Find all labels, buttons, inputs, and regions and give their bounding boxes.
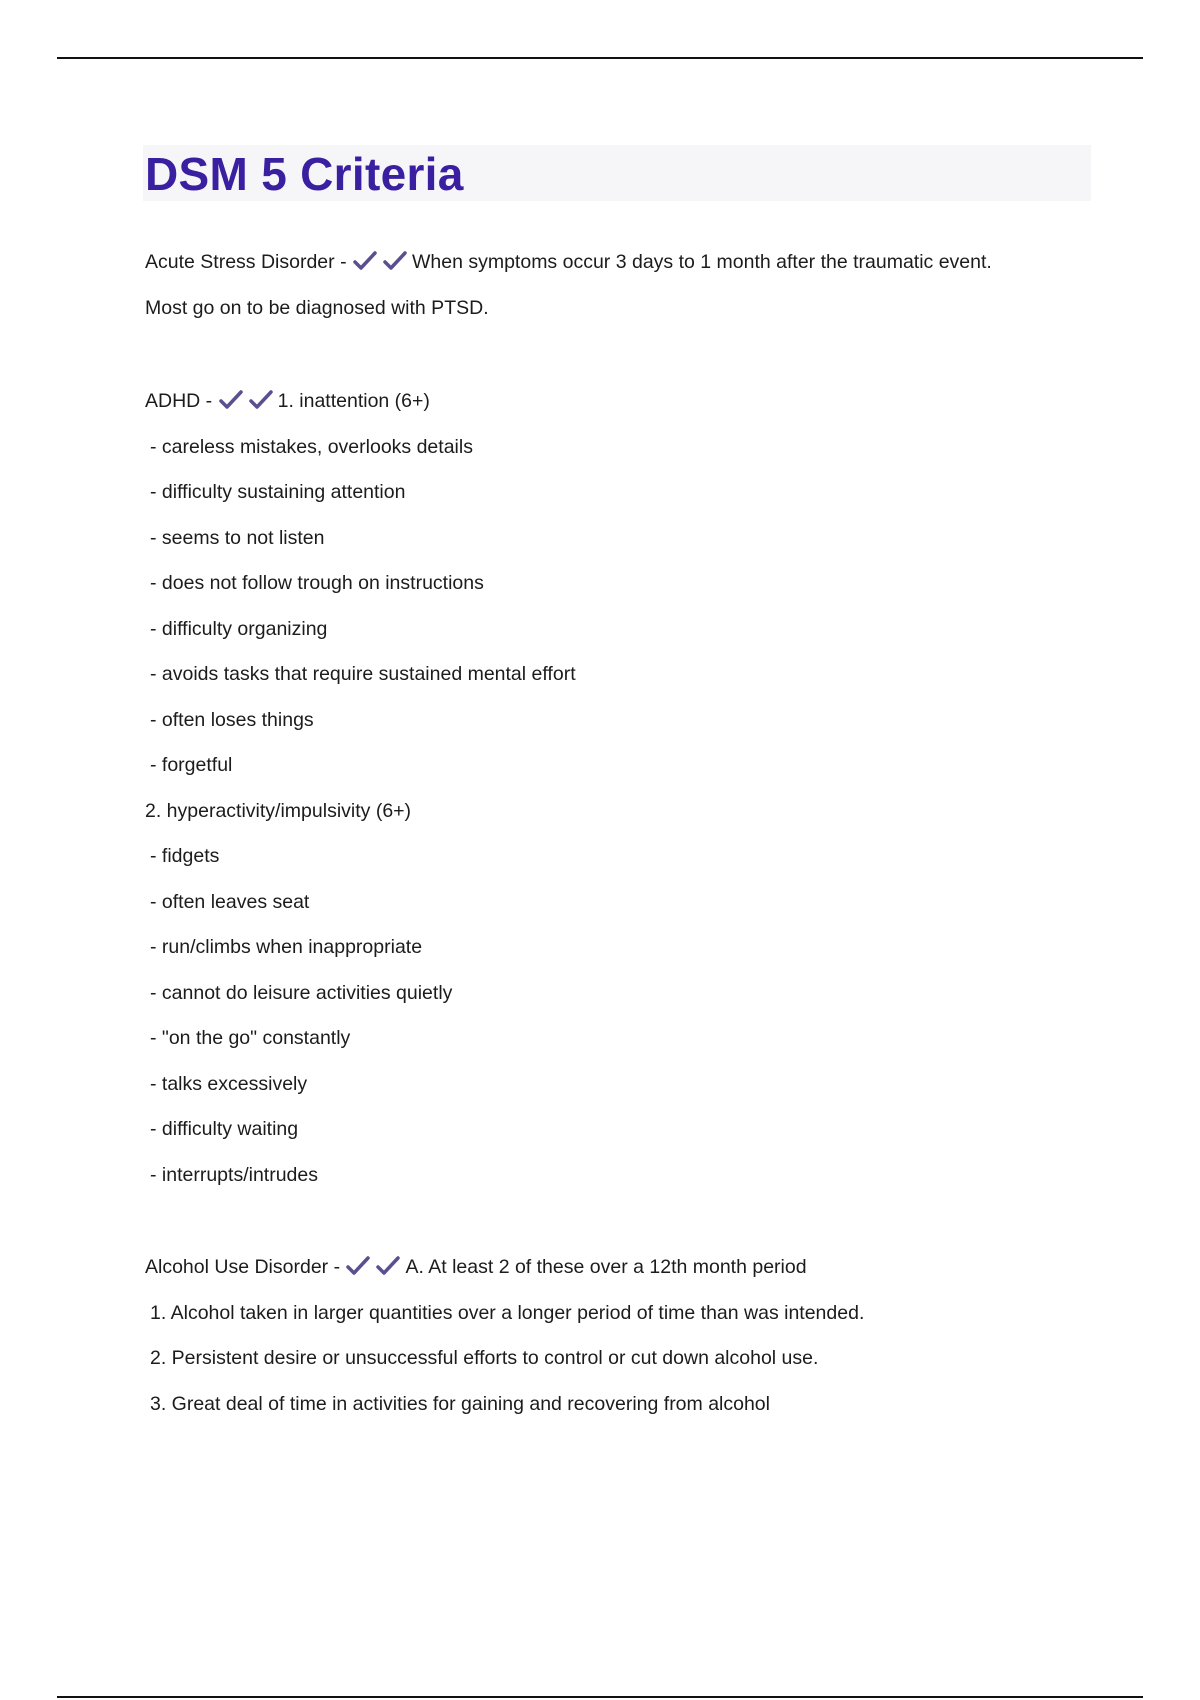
list-item: 2. hyperactivity/impulsivity (6+) <box>145 800 412 822</box>
entry-term: ADHD - <box>145 390 218 412</box>
list-item: - forgetful <box>150 754 233 776</box>
entry-term: Alcohol Use Disorder - <box>145 1256 346 1278</box>
list-item: - seems to not listen <box>150 527 325 549</box>
list-item: - interrupts/intrudes <box>150 1164 318 1186</box>
checkmark-icon <box>375 1255 401 1277</box>
list-item: - difficulty sustaining attention <box>150 481 406 503</box>
page-bottom-rule <box>57 1696 1143 1698</box>
list-item: - difficulty waiting <box>150 1118 299 1140</box>
entry-term: Acute Stress Disorder - <box>145 251 352 273</box>
list-item: - avoids tasks that require sustained mental effort <box>150 663 576 685</box>
list-item: - run/climbs when inappropriate <box>150 936 423 958</box>
page-top-rule <box>57 57 1143 59</box>
list-item: - often loses things <box>150 709 314 731</box>
checkmark-icon <box>382 250 408 272</box>
list-item: 3. Great deal of time in activities for gaining and recovering from alcohol <box>150 1393 770 1415</box>
list-item: - fidgets <box>150 845 220 867</box>
list-item: - often leaves seat <box>150 891 310 913</box>
entry-acute-stress <box>145 247 992 277</box>
checkmark-icon <box>345 1255 371 1277</box>
page-title: DSM 5 Criteria <box>145 148 464 200</box>
list-item: - "on the go" constantly <box>150 1027 351 1049</box>
list-item: - talks excessively <box>150 1073 308 1095</box>
entry-adhd <box>145 386 430 416</box>
entry-alcohol <box>145 1252 807 1282</box>
checkmark-icon <box>248 389 274 411</box>
entry-answer: 1. inattention (6+) <box>277 390 430 412</box>
list-item: - difficulty organizing <box>150 618 328 640</box>
list-item: - does not follow trough on instructions <box>150 572 484 594</box>
list-item: - cannot do leisure activities quietly <box>150 982 453 1004</box>
checkmark-icon <box>218 389 244 411</box>
entry-answer: When symptoms occur 3 days to 1 month after the traumatic event. <box>411 251 992 273</box>
entry-line: Most go on to be diagnosed with PTSD. <box>145 297 489 319</box>
list-item: 2. Persistent desire or unsuccessful efforts to control or cut down alcohol use. <box>150 1347 819 1369</box>
entry-answer: A. At least 2 of these over a 12th month period <box>405 1256 807 1278</box>
list-item: - careless mistakes, overlooks details <box>150 436 473 458</box>
list-item: 1. Alcohol taken in larger quantities over a longer period of time than was intended. <box>150 1302 865 1324</box>
checkmark-icon <box>352 250 378 272</box>
